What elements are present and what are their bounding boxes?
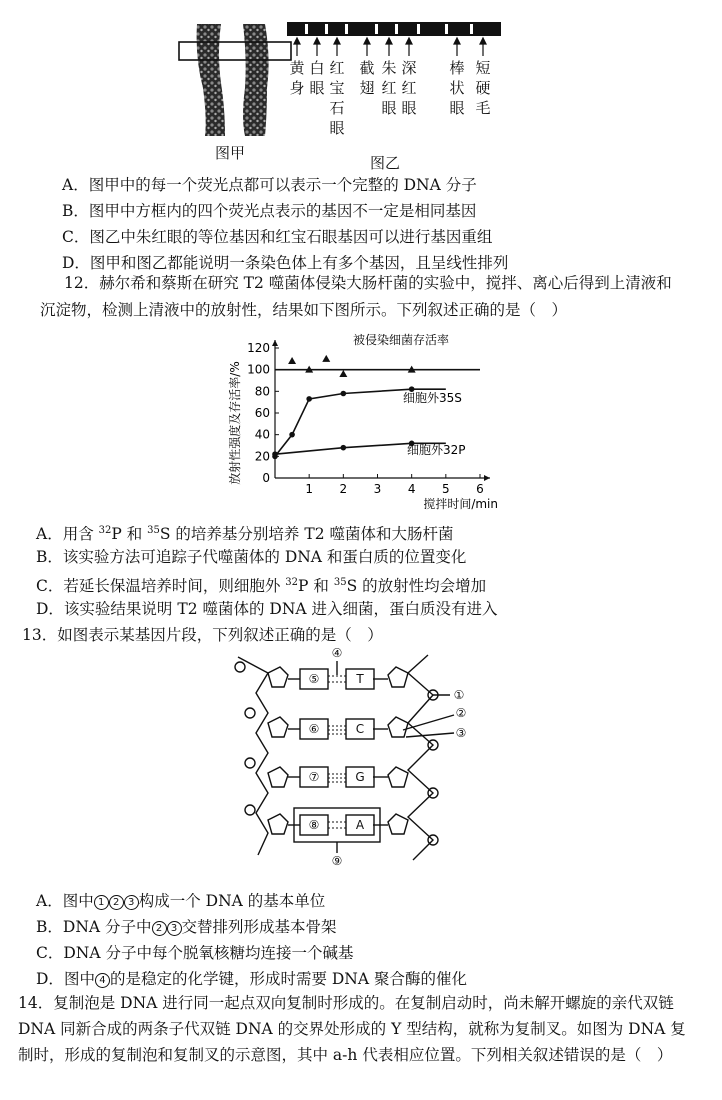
base-label-8: ⑧ bbox=[308, 818, 320, 832]
gene-label-vermilion-eye: 朱红眼 bbox=[381, 59, 397, 117]
q13-option-c: C．DNA 分子中每个脱氧核糖均连接一个碱基 bbox=[36, 944, 354, 962]
q13-option-b: B．DNA 分子中 2 3 交替排列形成基本骨架 bbox=[36, 918, 337, 936]
x-tick-label: 5 bbox=[442, 482, 450, 496]
q14-stem: 14．复制泡是 DNA 进行同一起点双向复制时形成的。在复制启动时，尚未解开螺旋的亲代双链 DNA 同新合成的两条子代双链 DNA 的交界处形成的 Y 型结构，就称为复制叉。如图为 DNA 复制时，形成的复制泡和复制叉的示意图，其中 a-h 代表相应位置。下列相关叙述错误的是（ ） bbox=[18, 994, 686, 1064]
y-tick-label: 0 bbox=[262, 471, 270, 485]
series-s35-point bbox=[341, 391, 347, 397]
q12-chart bbox=[225, 330, 505, 515]
label-4: ④ bbox=[331, 646, 343, 660]
q13-option-d: D．图中 4 的是稳定的化学键，形成时需要 DNA 聚合酶的催化 bbox=[36, 970, 467, 988]
base-label-a: A bbox=[355, 818, 365, 832]
y-tick-label: 120 bbox=[247, 341, 270, 355]
q12-option-a: A．用含 $^{32}$P 和 $^{35}$S 的培养基分别培养 T2 噬菌体和大肠杆菌 bbox=[36, 525, 454, 544]
series-p32-point bbox=[341, 445, 347, 451]
label-9: ⑨ bbox=[331, 854, 343, 868]
label-2: ② bbox=[455, 706, 467, 720]
gene-label-cut-wing: 截翅 bbox=[359, 59, 375, 97]
x-tick-label: 4 bbox=[407, 482, 416, 496]
gene-label-short-bristle: 短硬毛 bbox=[475, 59, 491, 117]
figure-jia bbox=[175, 18, 295, 140]
base-label-g: G bbox=[355, 770, 365, 784]
series-p32-point bbox=[272, 451, 278, 457]
q13-stem: 13．如图表示某基因片段，下列叙述正确的是（ ） bbox=[22, 626, 383, 644]
x-tick-label: 2 bbox=[339, 482, 348, 496]
series-s35-point bbox=[289, 432, 295, 438]
x-axis-arrow bbox=[484, 475, 490, 481]
x-axis-label: 搅拌时间/min bbox=[423, 497, 498, 511]
q11-option-c: C．图乙中朱红眼的等位基因和红宝石眼基因可以进行基因重组 bbox=[62, 228, 493, 246]
q13-dna-diagram bbox=[228, 645, 478, 870]
q12-stem: 12．赫尔希和蔡斯在研究 T2 噬菌体侵染大肠杆菌的实验中，搅拌、离心后得到上清液和沉淀物，检测上清液中的放射性，结果如下图所示。下列叙述正确的是（ ） bbox=[40, 274, 672, 319]
base-label-6: ⑥ bbox=[308, 722, 320, 736]
series-p32-label: 细胞外32P bbox=[407, 443, 466, 457]
label-3: ③ bbox=[455, 726, 467, 740]
y-tick-label: 40 bbox=[254, 427, 270, 442]
base-label-5: ⑤ bbox=[308, 672, 320, 686]
series-survival-point bbox=[322, 355, 330, 362]
series-survival-label: 被侵染细菌存活率 bbox=[353, 333, 450, 347]
y-tick-label: 80 bbox=[254, 384, 270, 399]
q12-option-b: B．该实验方法可追踪子代噬菌体的 DNA 和蛋白质的位置变化 bbox=[36, 548, 467, 566]
x-tick-label: 3 bbox=[373, 482, 382, 496]
gene-label-ruby-eye: 红宝石眼 bbox=[329, 59, 345, 137]
figure-yi-bar bbox=[285, 20, 505, 60]
gene-label-bar-eye: 棒状眼 bbox=[449, 59, 465, 117]
y-tick-label: 20 bbox=[254, 449, 270, 464]
q12-option-d: D．该实验结果说明 T2 噬菌体的 DNA 进入细菌，蛋白质没有进入 bbox=[36, 600, 498, 618]
series-survival-point bbox=[288, 357, 296, 364]
q11-option-d: D．图甲和图乙都能说明一条染色体上有多个基因，且呈线性排列 bbox=[62, 254, 509, 272]
series-s35-label: 细胞外35S bbox=[403, 391, 462, 405]
base-label-t: T bbox=[356, 672, 364, 686]
y-axis-label: 放射性强度及存活率/% bbox=[228, 361, 242, 485]
series-s35-point bbox=[306, 396, 312, 402]
q11-option-b: B．图甲中方框内的四个荧光点表示的基因不一定是相同基因 bbox=[62, 202, 477, 220]
label-1: ① bbox=[453, 688, 465, 702]
x-tick-label: 6 bbox=[476, 482, 484, 496]
gene-label-yellow-body: 黄身 bbox=[289, 59, 305, 97]
y-tick-label: 60 bbox=[254, 406, 270, 420]
q13-option-a: A．图中 1 2 3 构成一个 DNA 的基本单位 bbox=[36, 892, 326, 910]
x-tick-label: 1 bbox=[305, 482, 313, 496]
gene-label-carmine-eye: 深红眼 bbox=[401, 59, 417, 117]
y-axis-arrow bbox=[272, 340, 278, 346]
figure-yi-caption: 图乙 bbox=[370, 154, 401, 172]
figure-jia-caption: 图甲 bbox=[215, 144, 246, 162]
y-tick-label: 100 bbox=[247, 362, 270, 377]
series-survival-point bbox=[339, 370, 347, 377]
q12-option-c: C．若延长保温培养时间，则细胞外 $^{32}$P 和 $^{35}$S 的放射性均会增加 bbox=[36, 577, 487, 596]
gene-label-white-eye: 白眼 bbox=[309, 59, 325, 97]
base-label-c: C bbox=[355, 722, 365, 736]
base-label-7: ⑦ bbox=[308, 770, 320, 784]
q11-option-a: A．图甲中的每一个荧光点都可以表示一个完整的 DNA 分子 bbox=[62, 176, 477, 194]
